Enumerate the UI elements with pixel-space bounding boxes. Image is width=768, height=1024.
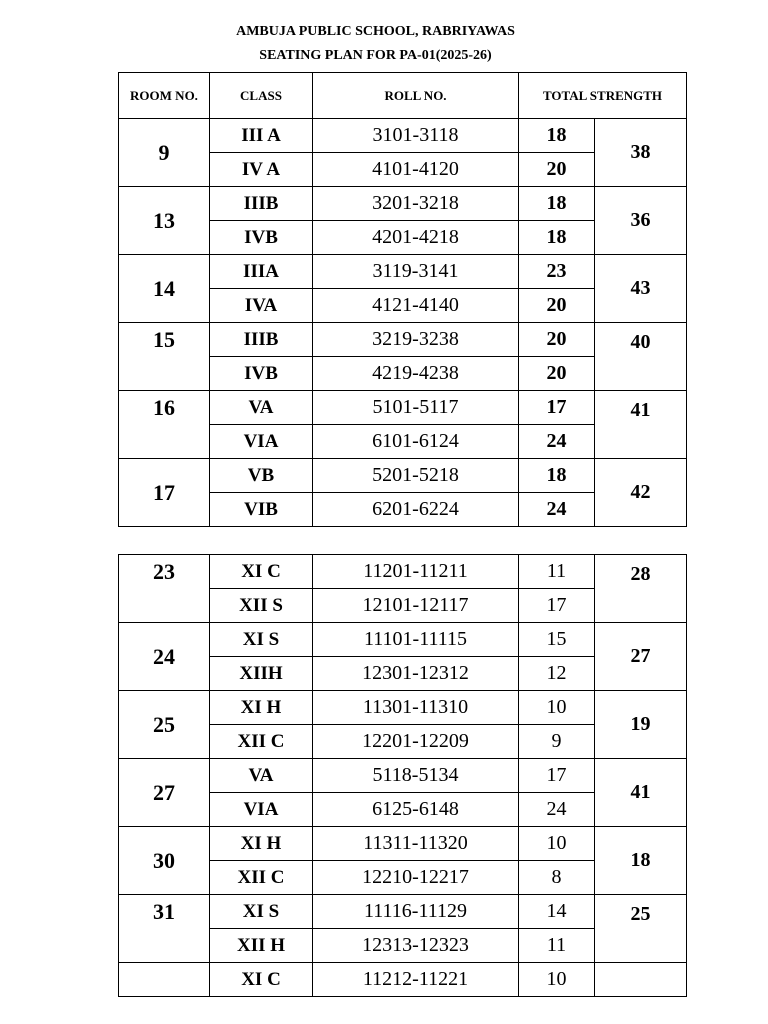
class-cell: XI H bbox=[210, 827, 313, 861]
class-strength-cell: 8 bbox=[519, 861, 595, 895]
room-total-cell: 27 bbox=[595, 623, 687, 691]
class-strength-cell: 10 bbox=[519, 827, 595, 861]
class-cell: IIIB bbox=[210, 323, 313, 357]
room-total-cell: 41 bbox=[595, 759, 687, 827]
room-number: 31 bbox=[119, 895, 210, 963]
class-cell: VB bbox=[210, 459, 313, 493]
table-header-row bbox=[119, 73, 687, 119]
class-cell: IVA bbox=[210, 289, 313, 323]
class-cell: XI S bbox=[210, 895, 313, 929]
roll-range-cell: 11101-11115 bbox=[313, 623, 519, 657]
roll-range-cell: 4219-4238 bbox=[313, 357, 519, 391]
class-cell: VIB bbox=[210, 493, 313, 527]
roll-range-cell: 3101-3118 bbox=[313, 119, 519, 153]
table-row bbox=[119, 391, 687, 425]
class-cell: IVB bbox=[210, 221, 313, 255]
room-number: 24 bbox=[119, 623, 210, 691]
roll-range-cell: 12101-12117 bbox=[313, 589, 519, 623]
roll-range-cell: 12301-12312 bbox=[313, 657, 519, 691]
class-cell: XI C bbox=[210, 555, 313, 589]
room-total-cell: 25 bbox=[595, 895, 687, 963]
table-row bbox=[119, 963, 687, 997]
room-number: 23 bbox=[119, 555, 210, 623]
room-total-cell: 18 bbox=[595, 827, 687, 895]
roll-range-cell: 11212-11221 bbox=[313, 963, 519, 997]
room-number: 13 bbox=[119, 187, 210, 255]
class-strength-cell: 9 bbox=[519, 725, 595, 759]
room-total-cell: 41 bbox=[595, 391, 687, 459]
class-cell: VIA bbox=[210, 425, 313, 459]
class-strength-cell: 24 bbox=[519, 425, 595, 459]
roll-range-cell: 3201-3218 bbox=[313, 187, 519, 221]
room-total-cell: 42 bbox=[595, 459, 687, 527]
class-cell: XIIH bbox=[210, 657, 313, 691]
header-total-strength: TOTAL STRENGTH bbox=[519, 73, 687, 119]
roll-range-cell: 3219-3238 bbox=[313, 323, 519, 357]
room-total-cell: 40 bbox=[595, 323, 687, 391]
school-name: AMBUJA PUBLIC SCHOOL, RABRIYAWAS bbox=[236, 24, 515, 39]
table-row bbox=[119, 623, 687, 657]
room-number: 9 bbox=[119, 119, 210, 187]
table-row bbox=[119, 255, 687, 289]
class-cell: IIIB bbox=[210, 187, 313, 221]
table-row bbox=[119, 691, 687, 725]
room-total-cell: 43 bbox=[595, 255, 687, 323]
class-strength-cell: 14 bbox=[519, 895, 595, 929]
roll-range-cell: 5101-5117 bbox=[313, 391, 519, 425]
room-total-cell: 36 bbox=[595, 187, 687, 255]
roll-range-cell: 11201-11211 bbox=[313, 555, 519, 589]
room-total-cell bbox=[595, 963, 687, 997]
class-cell: XII H bbox=[210, 929, 313, 963]
class-cell: VA bbox=[210, 759, 313, 793]
table-row bbox=[119, 119, 687, 153]
room-number: 16 bbox=[119, 391, 210, 459]
class-strength-cell: 20 bbox=[519, 153, 595, 187]
header-roll-no: ROLL NO. bbox=[313, 73, 519, 119]
roll-range-cell: 12201-12209 bbox=[313, 725, 519, 759]
class-cell: IVB bbox=[210, 357, 313, 391]
room-total-cell: 19 bbox=[595, 691, 687, 759]
room-number: 25 bbox=[119, 691, 210, 759]
table-row bbox=[119, 459, 687, 493]
table-row bbox=[119, 759, 687, 793]
class-strength-cell: 12 bbox=[519, 657, 595, 691]
room-number: 30 bbox=[119, 827, 210, 895]
class-strength-cell: 11 bbox=[519, 555, 595, 589]
document-title: SEATING PLAN FOR PA-01(2025-26) bbox=[259, 48, 492, 63]
room-total-cell: 38 bbox=[595, 119, 687, 187]
roll-range-cell: 4101-4120 bbox=[313, 153, 519, 187]
roll-range-cell: 6125-6148 bbox=[313, 793, 519, 827]
class-cell: XII C bbox=[210, 725, 313, 759]
class-cell: IV A bbox=[210, 153, 313, 187]
class-strength-cell: 15 bbox=[519, 623, 595, 657]
class-strength-cell: 20 bbox=[519, 289, 595, 323]
class-cell: VA bbox=[210, 391, 313, 425]
roll-range-cell: 5201-5218 bbox=[313, 459, 519, 493]
class-cell: XII S bbox=[210, 589, 313, 623]
class-cell: VIA bbox=[210, 793, 313, 827]
roll-range-cell: 6101-6124 bbox=[313, 425, 519, 459]
class-strength-cell: 17 bbox=[519, 759, 595, 793]
roll-range-cell: 6201-6224 bbox=[313, 493, 519, 527]
room-number: 15 bbox=[119, 323, 210, 391]
roll-range-cell: 4121-4140 bbox=[313, 289, 519, 323]
class-cell: III A bbox=[210, 119, 313, 153]
roll-range-cell: 11116-11129 bbox=[313, 895, 519, 929]
table-row bbox=[119, 323, 687, 357]
class-strength-cell: 20 bbox=[519, 357, 595, 391]
class-strength-cell: 17 bbox=[519, 391, 595, 425]
class-cell: XI S bbox=[210, 623, 313, 657]
class-strength-cell: 11 bbox=[519, 929, 595, 963]
table-row bbox=[119, 895, 687, 929]
class-cell: XI C bbox=[210, 963, 313, 997]
roll-range-cell: 12210-12217 bbox=[313, 861, 519, 895]
class-cell: XII C bbox=[210, 861, 313, 895]
class-strength-cell: 18 bbox=[519, 187, 595, 221]
table-row bbox=[119, 827, 687, 861]
seating-table-senior bbox=[118, 554, 687, 997]
class-strength-cell: 18 bbox=[519, 221, 595, 255]
class-strength-cell: 24 bbox=[519, 793, 595, 827]
header-class: CLASS bbox=[210, 73, 313, 119]
seating-table-primary bbox=[118, 72, 687, 527]
table-row bbox=[119, 555, 687, 589]
class-cell: XI H bbox=[210, 691, 313, 725]
class-cell: IIIA bbox=[210, 255, 313, 289]
room-total-cell: 28 bbox=[595, 555, 687, 623]
roll-range-cell: 4201-4218 bbox=[313, 221, 519, 255]
class-strength-cell: 23 bbox=[519, 255, 595, 289]
room-number bbox=[119, 963, 210, 997]
room-number: 14 bbox=[119, 255, 210, 323]
roll-range-cell: 11311-11320 bbox=[313, 827, 519, 861]
room-number: 27 bbox=[119, 759, 210, 827]
roll-range-cell: 11301-11310 bbox=[313, 691, 519, 725]
class-strength-cell: 24 bbox=[519, 493, 595, 527]
class-strength-cell: 18 bbox=[519, 119, 595, 153]
room-number: 17 bbox=[119, 459, 210, 527]
table-row bbox=[119, 187, 687, 221]
class-strength-cell: 10 bbox=[519, 691, 595, 725]
roll-range-cell: 12313-12323 bbox=[313, 929, 519, 963]
class-strength-cell: 10 bbox=[519, 963, 595, 997]
class-strength-cell: 18 bbox=[519, 459, 595, 493]
header-room-no: ROOM NO. bbox=[119, 73, 210, 119]
roll-range-cell: 5118-5134 bbox=[313, 759, 519, 793]
roll-range-cell: 3119-3141 bbox=[313, 255, 519, 289]
class-strength-cell: 17 bbox=[519, 589, 595, 623]
class-strength-cell: 20 bbox=[519, 323, 595, 357]
